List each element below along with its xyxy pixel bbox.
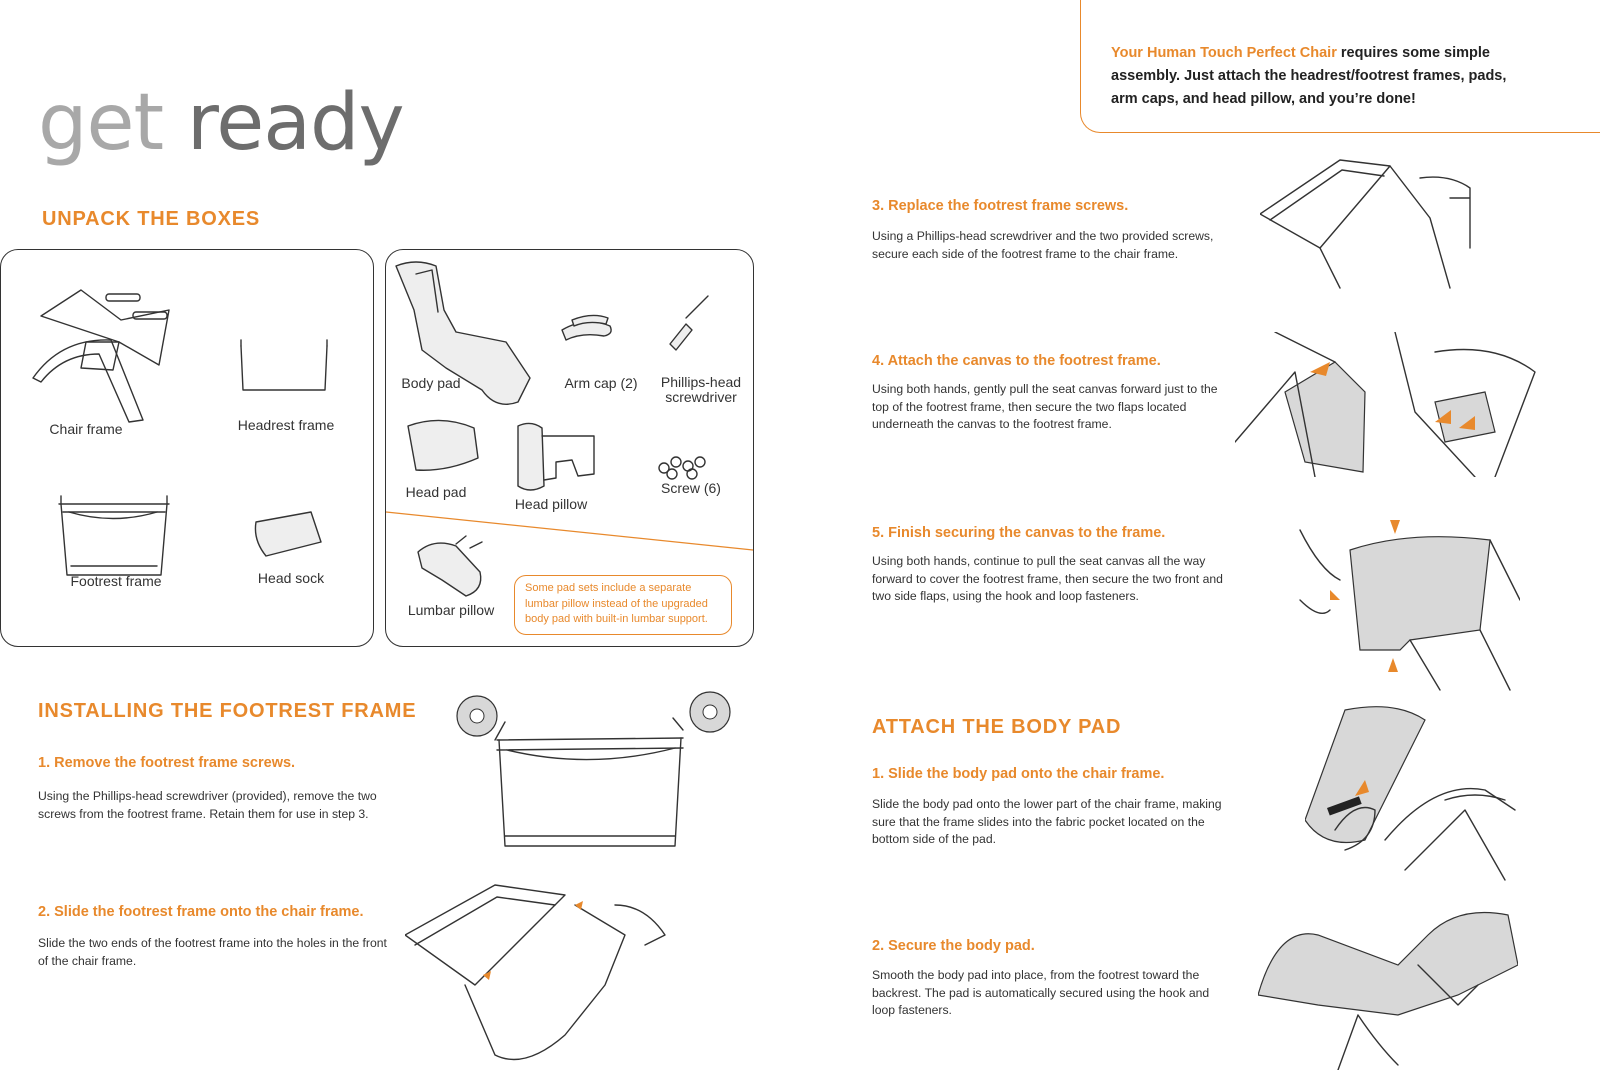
step4-text: Using both hands, gently pull the seat canvas forward just to the top of the footrest frame, then secure the two flaps located underneath the canvas to the footrest frame. — [872, 382, 1218, 431]
step3-title: 3. Replace the footrest frame screws. — [872, 198, 1129, 214]
footrest-heading: INSTALLING THE FOOTREST FRAME — [38, 700, 417, 722]
label-body-pad: Body pad — [401, 375, 461, 391]
label-headrest-frame: Headrest frame — [237, 417, 335, 433]
head-sock-icon — [255, 512, 321, 556]
intro-body: requires some simple assembly. Just attach the headrest/footrest frames, pads, arm caps, and head pillow, and you’re done! — [1111, 45, 1507, 107]
title-word-ready: ready — [186, 78, 404, 168]
unpack-heading: UNPACK THE BOXES — [42, 208, 261, 230]
step5-illustration — [1290, 510, 1520, 700]
box1-panel — [0, 249, 374, 647]
title-word-get: get — [38, 78, 164, 168]
step4-title: 4. Attach the canvas to the footrest frame. — [872, 353, 1161, 369]
head-pad-icon — [408, 420, 478, 470]
label-head-pad: Head pad — [405, 484, 467, 500]
label-head-pillow: Head pillow — [514, 496, 588, 512]
label-screwdriver-line2: screwdriver — [665, 389, 737, 405]
step2-illustration — [405, 875, 670, 1070]
label-arm-cap: Arm cap (2) — [564, 375, 638, 391]
step3-text: Using a Phillips-head screwdriver and the two provided screws, secure each side of the footrest frame to the chair frame. — [872, 229, 1214, 261]
lumbar-pillow-icon — [418, 536, 482, 596]
lumbar-note: Some pad sets include a separate lumbar pillow instead of the upgraded body pad with built-in lumbar support. — [514, 575, 732, 635]
screwdriver-icon — [670, 296, 708, 350]
head-pillow-icon — [518, 423, 594, 490]
label-head-sock: Head sock — [257, 570, 325, 586]
footrest-frame-icon — [59, 496, 169, 575]
step2-title: 2. Slide the footrest frame onto the chair frame. — [38, 904, 364, 920]
bodypad-step2-text: Smooth the body pad into place, from the footrest toward the backrest. The pad is automatically secured using the hook and loop fasteners. — [872, 968, 1210, 1017]
label-chair-frame: Chair frame — [49, 421, 123, 437]
step2-text: Slide the two ends of the footrest frame into the holes in the front of the chair frame. — [38, 936, 387, 968]
intro-brand: Your Human Touch Perfect Chair — [1111, 45, 1337, 61]
step1-illustration — [445, 690, 745, 860]
step1-text: Using the Phillips-head screwdriver (provided), remove the two screws from the footrest frame. Retain them for use in step 3. — [38, 789, 377, 821]
label-screwdriver-line1: Phillips-head — [660, 374, 742, 390]
label-footrest-frame: Footrest frame — [70, 573, 162, 589]
bodypad-step2-illustration — [1258, 905, 1518, 1070]
bodypad-step1-title: 1. Slide the body pad onto the chair frame. — [872, 766, 1165, 782]
step1-title: 1. Remove the footrest frame screws. — [38, 755, 296, 771]
headrest-frame-icon — [241, 340, 327, 390]
chair-frame-icon — [33, 290, 169, 422]
bodypad-step2-title: 2. Secure the body pad. — [872, 938, 1035, 954]
step5-text: Using both hands, continue to pull the seat canvas all the way forward to cover the footrest frame, then secure the two front and two side flaps, using the hook and loop fasteners. — [872, 554, 1223, 603]
screws-icon — [659, 457, 705, 479]
bodypad-step1-illustration — [1305, 700, 1525, 885]
label-lumbar-pillow: Lumbar pillow — [407, 602, 495, 618]
intro-text — [1111, 42, 1531, 111]
page-title — [38, 78, 404, 168]
step4-illustration — [1235, 332, 1555, 477]
label-screw: Screw (6) — [661, 480, 721, 496]
bodypad-step1-text: Slide the body pad onto the lower part of the chair frame, making sure that the frame slides into the fabric pocket located on the bottom side of the pad. — [872, 797, 1222, 846]
label-screwdriver — [651, 375, 751, 405]
step3-illustration — [1260, 158, 1475, 293]
step5-title: 5. Finish securing the canvas to the frame. — [872, 525, 1166, 541]
bodypad-heading: ATTACH THE BODY PAD — [872, 716, 1122, 738]
arm-cap-icon — [562, 315, 611, 340]
